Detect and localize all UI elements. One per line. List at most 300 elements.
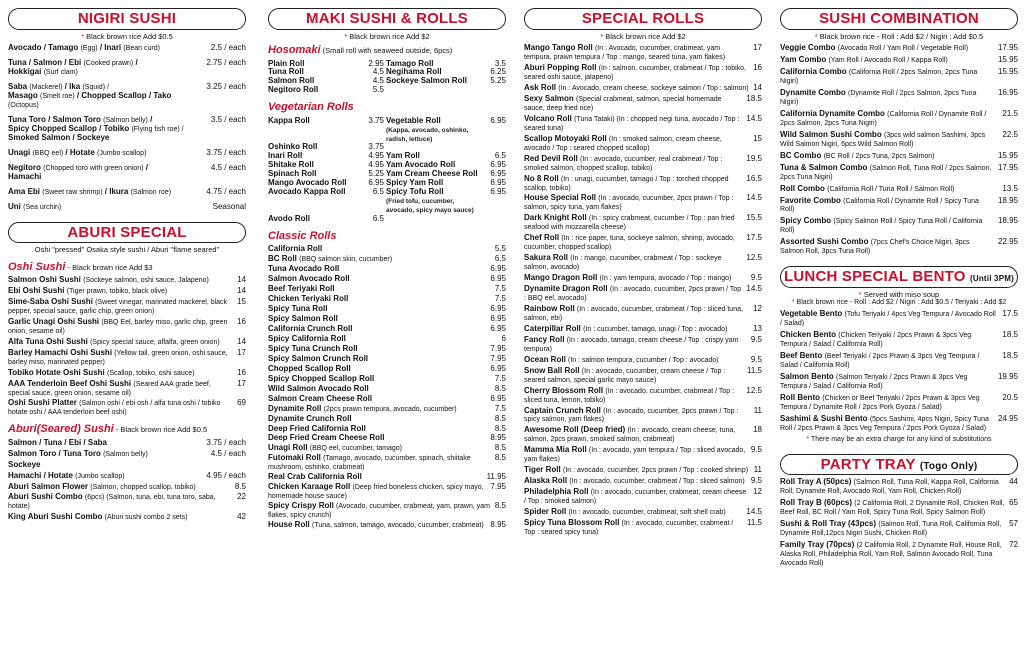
item-name-line2: Spicy Chopped Scallop [8,123,97,133]
menu-item [524,214,762,232]
menu-item-row [8,338,246,347]
menu-item-row [780,520,1018,538]
menu-item-name [8,513,187,522]
menu-item-name [8,338,220,347]
item-price: 14 [237,285,246,295]
column-1 [8,0,246,663]
menu-item [780,478,1018,496]
item-description: (5pcs Sashimi, 4pcs Nigiri, Spicy Tuna Roll / 2pcs Prawn & 3pcs Veg Tempura / 2pcs Pork Gyoza / Salad) [780,415,989,432]
item-name: California Dynamite Combo [780,108,885,118]
oshi-subheader: Oshi Sushi - Black brown rice Add $3 [8,260,153,273]
menu-item-row [780,310,1018,328]
item-description: (In : avocado, cucumber, crabmeat / Top : sliced salmon) [569,478,745,486]
item-name: Dynamite Crunch Roll [268,413,352,423]
item-description: (Sweet raw shrimp) [42,188,103,196]
party-list [780,478,1018,568]
menu-item-row [780,110,1018,128]
item-price: 4.75 / each [206,186,246,196]
item-name: Alfa Tuna Oshi Sushi [8,336,88,346]
item-price: 16.95 [997,88,1018,97]
menu-item-name [780,415,994,433]
menu-item-name [780,331,998,349]
menu-item-row [524,175,762,193]
menu-item [780,217,1018,235]
item-price: 42 [237,512,246,522]
menu-item-name [524,466,748,475]
item-name-extra: / [147,114,153,124]
vegetarian-subheader: Vegetarian Rolls [268,101,354,114]
veg-item-price: 3.75 [368,115,384,125]
item-description: (Salmon belly) [103,450,148,458]
item-description: (BBQ eel, cucumber, tamago) [309,445,403,453]
menu-item-name [268,521,484,530]
menu-item [780,238,1018,256]
item-description: (Squid) / [82,84,109,92]
item-description: (In : Avocado, cucumber, crabmeat, yam tempura, prawn tempura / Top : mango, seared tuna, yam flakes) [524,45,726,62]
menu-item-row [268,483,506,501]
menu-item [780,89,1018,107]
item-name: Caterpillar Roll [524,323,581,333]
menu-item-row [8,493,246,511]
item-price: 16 [237,316,246,326]
item-name: Wild Salmon Sushi Combo [780,129,882,139]
item-description: (In : salmon, cucumber, crabmeat / Top : tobiko, seared oshi sauce, jalapeno) [524,65,746,82]
menu-item-name [780,499,1005,517]
veg-item-name: Inari Roll [268,151,303,161]
item-name: Tuna Avocado Roll [268,264,340,274]
menu-item-name [524,285,742,303]
item-price: 8.95 [490,433,506,443]
menu-item-name [524,446,747,464]
veg-item-price: 6.95 [490,115,506,125]
menu-item-row [524,356,762,365]
menu-item-name [268,365,351,374]
menu-item [524,387,762,405]
item-price: 18.95 [997,195,1018,205]
item-name: Volcano Roll [524,113,572,123]
item-name: California Crunch Roll [268,324,353,333]
item-name-line2: Masago [8,91,38,100]
item-description: (Avocado, cucumber, crabmeat, yam, prawn, yam flakes, spicy crunch) [268,503,490,520]
item-name: Mango Dragon Roll [524,273,598,283]
menu-item [268,295,506,304]
menu-item [524,519,762,537]
menu-item-name [268,275,350,284]
veg-item-name: Yam Cream Cheese Roll [386,169,478,179]
menu-item-name [268,375,374,384]
menu-item-row [8,472,246,481]
item-name: Tuna / Salmon / Ebi [8,58,82,68]
menu-item [268,425,506,434]
menu-item-row [8,276,246,285]
item-description: (Tiger prawn, tobiko, black olive) [66,287,168,295]
menu-item-name [8,439,107,448]
menu-item [8,338,246,347]
item-description: (Seared AAA grade beef, special sauce, green onion, sesame oil) [8,380,211,397]
menu-item-name [524,115,742,133]
item-price: 9.5 [750,445,762,455]
menu-item [780,310,1018,328]
item-name-line2: Hamachi [8,171,42,181]
menu-item-name [780,217,994,235]
item-price: 17 [237,347,246,357]
item-name-extra: / [143,162,148,172]
menu-item-name [524,234,742,252]
item-description: (In : avocado, cucumber, crabmeat / Top : sliced tuna, salmon, ebi) [524,305,743,322]
veg-item-price: 6.95 [368,178,384,188]
menu-item-row [268,425,506,434]
menu-item-row [524,446,762,464]
item-description: (BBQ eel) [32,149,64,157]
menu-item-name [780,131,998,149]
menu-item [8,439,246,448]
menu-item-row [524,234,762,252]
item-description: (Special crabmeat, salmon, special homemade sauce, deep fried rice) [524,95,722,112]
menu-item-name [524,488,749,506]
menu-item-name [780,310,998,328]
item-name: Spicy Salmon Roll [268,314,338,324]
item-name: Tiger Roll [524,465,561,475]
menu-item-row [524,477,762,486]
item-name: BC Roll [268,254,297,264]
menu-item-row [268,473,506,482]
item-description: (BC Roll / 2pcs Tuna, 2pcs Salmon) [823,152,935,160]
veg-item-name: Spicy Yam Roll [386,178,444,188]
item-description: (In : avocado, tamago, cream cheese / Top : crispy yam tempura) [524,336,739,353]
item-price: 13.5 [1002,183,1018,193]
item-description: (In : avocado, cucumber, 2pcs prawn / Top : spicy salmon, yam flakes) [524,407,739,424]
menu-item-row [524,305,762,323]
item-price: 7.5 [494,403,506,413]
nigiri-item [8,164,246,182]
menu-item-row [524,466,762,475]
hosomaki-cell [480,86,506,95]
menu-item-name [268,295,348,304]
item-description: (In : unagi, cucumber, tamago / Top : torched chopped scallop, tobiko) [524,175,729,192]
menu-item [524,407,762,425]
item-price: 16 [237,367,246,377]
item-price: 6 [501,333,506,343]
menu-item-name [524,194,742,212]
menu-item-row [524,519,762,537]
item-description: (Salmon Roll, Tuna Roll, California Roll, Dynamite Roll,12pcs Nigiri Sushi, Chicken Roll) [780,521,1002,538]
menu-item-row [8,399,246,417]
nigiri-row [8,59,246,77]
menu-item-row [780,164,1018,182]
item-price: 18.5 [1002,330,1018,340]
item-description: (Mackerel) [29,84,63,92]
item-price: 7.95 [490,482,506,492]
item-price: 11 [753,465,762,475]
item-name: Aburi Sushi Combo [8,492,83,502]
veg-item-name: Kappa Roll [268,115,310,125]
menu-item [8,483,246,492]
menu-item-name [268,315,338,324]
item-description: (California Roll / Dynamite Roll / Spicy Tuna Roll) [780,197,979,214]
item-price: 9.5 [750,354,762,364]
menu-item-name [524,387,742,405]
hosomaki-cell: Salmon Roll [268,76,315,86]
menu-item-row [268,265,506,274]
item-name-line2b: / Tobiko [96,123,130,133]
menu-item-row [780,44,1018,53]
hosomaki-cell: Sockeye Salmon Roll [386,76,467,86]
menu-item [524,194,762,212]
menu-item-name [780,520,1005,538]
menu-item [8,493,246,511]
item-name-extra: / [133,58,138,68]
lunch-header: LUNCH SPECIAL BENTO (Until 3PM) [780,266,1018,288]
item-price: 21.5 [1002,108,1018,118]
item-price: 20.5 [1002,392,1018,402]
veg-item-name: Spicy Tofu Roll [386,187,444,197]
veg-item-name: Shitake Roll [268,160,314,170]
menu-item [780,415,1018,433]
column-3 [524,0,762,663]
item-description: (In : avocado, cucumber, crabmeat, cream cheese / Top : smoked salmon) [524,489,747,506]
menu-item [524,175,762,193]
item-name: Awesome Roll (Deep fried) [524,425,626,435]
menu-item-row [268,521,506,530]
nigiri-name [8,59,138,77]
menu-item-row [268,325,506,334]
item-name: Unagi Roll [268,443,308,453]
item-description: (Salmon Teriyaki / 2pcs Prawn & 3pcs Veg Tempura / Salad / California Roll) [780,373,968,390]
item-name: Roll Combo [780,183,825,193]
hosomaki-cell: 6.25 [490,67,506,77]
item-description: (Jumbo scallop) [97,149,147,157]
item-description: (Surf clam) [43,69,78,77]
menu-item [268,345,506,354]
item-description: (Spicy Salmon Roll / Spicy Tuna Roll / California Roll) [780,218,983,235]
item-price: 11.5 [747,365,762,375]
hosomaki-cell: Tuna Roll [268,67,304,77]
item-name: Spicy Crispy Roll [268,501,334,511]
item-price: 12 [753,487,762,497]
item-price: 17 [237,378,246,388]
menu-item [268,454,506,472]
menu-item-name [524,84,749,93]
menu-item-name [524,325,727,334]
nigiri-row [8,83,246,110]
hosomaki-cell: Tamago Roll [386,58,434,68]
item-description: (In : avocado, cucumber, crabmeat / Top : sliced tuna, lemon, tobiko) [524,387,735,404]
menu-item-row [524,95,762,113]
menu-item-row [268,454,506,472]
item-name: House Roll [268,520,310,530]
item-name: Tuna Toro / Salmon Toro [8,114,101,124]
menu-item-row [524,285,762,303]
lunch-list [780,310,1018,432]
item-name: Ask Roll [524,83,557,92]
item-name: Rainbow Roll [524,303,575,313]
menu-item-row [8,369,246,378]
item-name: Red Devil Roll [524,153,578,163]
menu-item-row [8,439,246,448]
menu-item [8,461,246,470]
menu-item-name [268,305,327,314]
item-description: (Salmon Roll, Tuna Roll / 2pcs Salmon, 2pcs Tuna Nigiri) [780,164,992,181]
item-description: (Salmon belly) [103,116,148,124]
item-name: Salmon Oshi Sushi [8,275,81,285]
item-description: (California Roll / Dynamite Roll / 2pcs Salmon, 2pcs Tuna Nigiri) [780,110,987,127]
item-price: 8.5 [494,443,506,453]
item-description: (2pcs prawn tempura, avocado, cucumber) [323,405,457,413]
menu-item [268,444,506,453]
menu-item-name [780,56,948,65]
hosomaki-cell: 4.5 [372,76,384,86]
nigiri-list [8,44,246,211]
nigiri-name [8,116,184,143]
menu-item [8,513,246,522]
combo-list [780,44,1018,256]
item-description: (In : avocado, cucumber, real crabmeat / Top : smoked salmon, chopped scallop, tobiko) [524,155,723,172]
menu-item-name [780,373,994,391]
menu-item-row [268,375,506,384]
item-name: Unagi [8,147,31,157]
menu-item-row [268,315,506,324]
menu-item [268,315,506,324]
menu-item-row [780,131,1018,149]
item-price: 8.5 [494,501,506,511]
item-price: Seasonal [212,201,246,211]
veg-item-price: 4.95 [368,160,384,170]
item-price: 14 [753,83,762,92]
item-price: 6.95 [490,264,506,274]
item-price: 6.95 [490,324,506,333]
nigiri-name [8,164,148,182]
item-price: 12 [753,303,762,313]
item-name: Ebi Oshi Sushi [8,285,65,295]
item-price: 3.75 / each [206,437,246,447]
item-name: Beef Teriyaki Roll [268,284,335,294]
menu-item-row [8,450,246,459]
item-description: (In : avocado, yam tempura / Top : sliced avocado, yam flakes) [524,447,746,464]
item-price: 14.5 [746,284,762,294]
item-price: 9.5 [750,273,762,283]
item-description: (Tuna Tataki) (In : chopped negi tuna, avocado / Top : seared tuna) [524,115,740,132]
menu-item [8,399,246,417]
menu-item [524,44,762,62]
menu-item [524,285,762,303]
menu-item [524,254,762,272]
item-price: 3.25 / each [206,82,246,92]
item-price: 14 [237,336,246,346]
menu-item-row [780,89,1018,107]
special-note: * Black brown rice Add $2 [600,31,686,41]
item-price: 14.5 [746,507,762,517]
item-name: Chicken Teriyaki Roll [268,294,349,304]
item-price: 4.5 / each [210,162,246,172]
menu-item [8,287,246,296]
menu-item-name [268,434,384,443]
lunch-note-2: * Black brown rice - Roll : Add $2 / Nigiri : Add $0.5 / Teriyaki : Add $2 [791,299,1007,307]
item-description: (3pcs wild salmon Sashimi, 3pcs Wild Salmon Nigiri, 6pcs Wild Salmon Roll) [780,131,986,148]
menu-item-row [268,385,506,394]
menu-item [780,44,1018,53]
menu-item-row [8,513,246,522]
menu-item [780,331,1018,349]
lunch-note-1: * Served with miso soup [858,290,940,300]
menu-item-name [8,450,148,459]
item-price: 8.5 [494,453,506,463]
item-description: (Scallop, tobiko, oshi sauce) [106,369,195,377]
nigiri-item [8,44,246,53]
menu-item-name [8,472,125,481]
item-description: (Dynamite Roll / 2pcs Salmon, 2pcs Tuna Nigiri) [780,90,977,106]
item-description: (Smelt roe) [40,93,75,100]
item-price: 65 [1009,498,1018,508]
item-description: (Cooked prawn) [83,60,134,68]
veg-item-name: Mango Avocado Roll [268,178,347,188]
menu-item [780,352,1018,370]
veg-item-price: 6.95 [490,160,506,170]
menu-item-name [524,407,750,425]
nigiri-item [8,59,246,77]
item-price: 7.95 [490,353,506,363]
item-name: Roll Tray B (60pcs) [780,498,853,508]
item-price: 22 [237,492,246,502]
menu-item [524,477,762,486]
item-description: (In : spicy crabmeat, cucumber / Top : pan fried seafood with mozzarella cheese) [524,215,735,232]
item-price: 8.5 [494,423,506,433]
item-name: California Roll [268,244,323,254]
item-price: 11.5 [747,517,762,527]
menu-item-name [268,255,392,264]
menu-item-name [268,405,457,414]
item-name: Avocado / Tamago [8,43,79,53]
item-description: (Spicy special sauce, alfalfa, green onion) [90,338,220,346]
column-2 [268,0,506,663]
item-name-extra: / Inari [97,43,122,53]
menu-item-name [268,415,352,424]
menu-item-row [268,275,506,284]
item-price: 9.5 [750,334,762,344]
item-name: Salmon Avocado Roll [268,274,350,284]
seared-list [8,439,246,523]
item-price: 17.5 [746,233,762,243]
menu-item [524,155,762,173]
item-name: Spicy Combo [780,216,832,226]
menu-item-name [8,298,233,316]
item-name: Deep Fried Cream Cheese Roll [268,433,385,443]
item-name: Roll Bento [780,392,820,402]
menu-item-row [8,287,246,296]
item-price: 6.95 [490,393,506,403]
item-price: 6.95 [490,274,506,284]
item-name: Fancy Roll [524,334,565,344]
menu-item [8,276,246,285]
menu-item-row [780,152,1018,161]
nigiri-row [8,149,246,158]
item-description: (Sweet vinegar, marinated mackerel, black pepper, special sauce, garlic chip, green onion) [8,298,228,315]
menu-item-name [8,493,233,511]
item-name: Uni [8,201,21,211]
item-description: (2 California Roll, 2 Dynamite Roll, House Roll, Alaska Roll, Philadelphia Roll, Yam Roll, Salmon Avocado Roll, Tuna Avocado Roll) [780,542,1002,567]
menu-item [8,298,246,316]
item-name: No 8 Roll [524,173,559,183]
menu-item-row [780,394,1018,412]
item-description: (Tamago, avocado, cucumber, spinach, shiitake mushroom, oshinko, crabmeat) [268,455,471,472]
item-name: Snow Ball Roll [524,365,580,375]
item-description: (In : yam tempura, avocado / Top : mango) [599,275,732,283]
item-description: (In : avocado, cucumber, crabmeat, soft shell crab) [568,509,726,517]
veg-item-price: 3.75 [368,142,384,152]
menu-item-name [780,152,934,161]
menu-item-row [780,352,1018,370]
menu-item [524,305,762,323]
nigiri-name [8,149,146,158]
